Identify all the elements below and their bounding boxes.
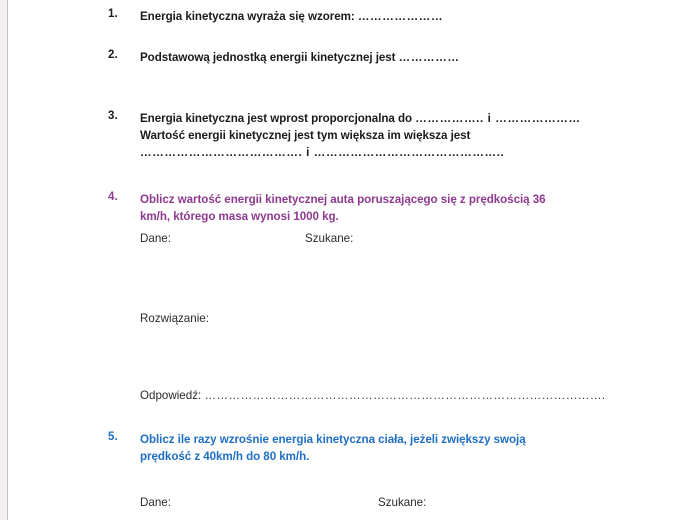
- question-blank-3b[interactable]: …………………………………. i ………………………………………..: [140, 146, 505, 159]
- question-text-1-main: Energia kinetyczna wyraża się wzorem:: [140, 10, 358, 23]
- label-odpowiedz-4: [140, 387, 606, 404]
- answer-row-rozwiazanie-4: [140, 310, 668, 327]
- question-item-4: [108, 191, 668, 404]
- label-dane-5: Dane:: [140, 496, 171, 509]
- question-text-5-line-2: prędkość z 40km/h do 80 km/h.: [140, 450, 310, 463]
- question-blank-1[interactable]: …………………: [357, 10, 444, 23]
- question-text-5-line-1: Oblicz ile razy wzrośnie energia kinetyczna ciała, jeżeli zwiększy swoją: [140, 433, 526, 446]
- question-blank-2[interactable]: ……………: [398, 51, 460, 64]
- question-item-1: [108, 8, 668, 25]
- question-text-4-line-1: Oblicz wartość energii kinetycznej auta poruszającego się z prędkością 36: [140, 193, 546, 206]
- question-marker-3: 3.: [108, 110, 118, 122]
- question-item-3: [108, 110, 668, 161]
- question-text-2-main: Podstawową jednostką energii kinetycznej jest: [140, 51, 399, 64]
- question-text-3-line-1: [140, 110, 668, 127]
- answer-blank-odpowiedz-4[interactable]: ……………………………………………………………………………………….: [204, 389, 606, 402]
- label-szukane-5: Szukane:: [378, 496, 427, 509]
- answer-row-odpowiedz-4: [140, 387, 668, 404]
- question-text-1: [140, 8, 668, 25]
- label-szukane-4: Szukane:: [305, 232, 354, 245]
- answer-row-dane-4: [140, 230, 668, 247]
- question-text-2: [140, 49, 668, 66]
- question-item-2: [108, 49, 668, 66]
- label-dane-4: Dane:: [140, 232, 171, 245]
- question-text-3-line-2: Wartość energii kinetycznej jest tym większa im większa jest: [140, 129, 471, 142]
- label-odpowiedz-4-text: Odpowiedź:: [140, 389, 205, 402]
- label-rozwiazanie-4: Rozwiązanie:: [140, 312, 209, 325]
- question-marker-5: 5.: [108, 431, 118, 443]
- worksheet-document: [8, 0, 700, 520]
- question-blank-3a[interactable]: …………….. i …………………: [415, 112, 581, 125]
- question-marker-4: 4.: [108, 191, 118, 203]
- question-item-5: [108, 431, 668, 511]
- answer-row-dane-5: [140, 494, 668, 511]
- question-text-4-line-2: km/h, którego masa wynosi 1000 kg.: [140, 210, 339, 223]
- question-text-3-line-1-main: Energia kinetyczna jest wprost proporcjonalna do: [140, 112, 416, 125]
- page-margin-strip: [0, 0, 7, 520]
- question-marker-2: 2.: [108, 49, 118, 61]
- question-marker-1: 1.: [108, 8, 118, 20]
